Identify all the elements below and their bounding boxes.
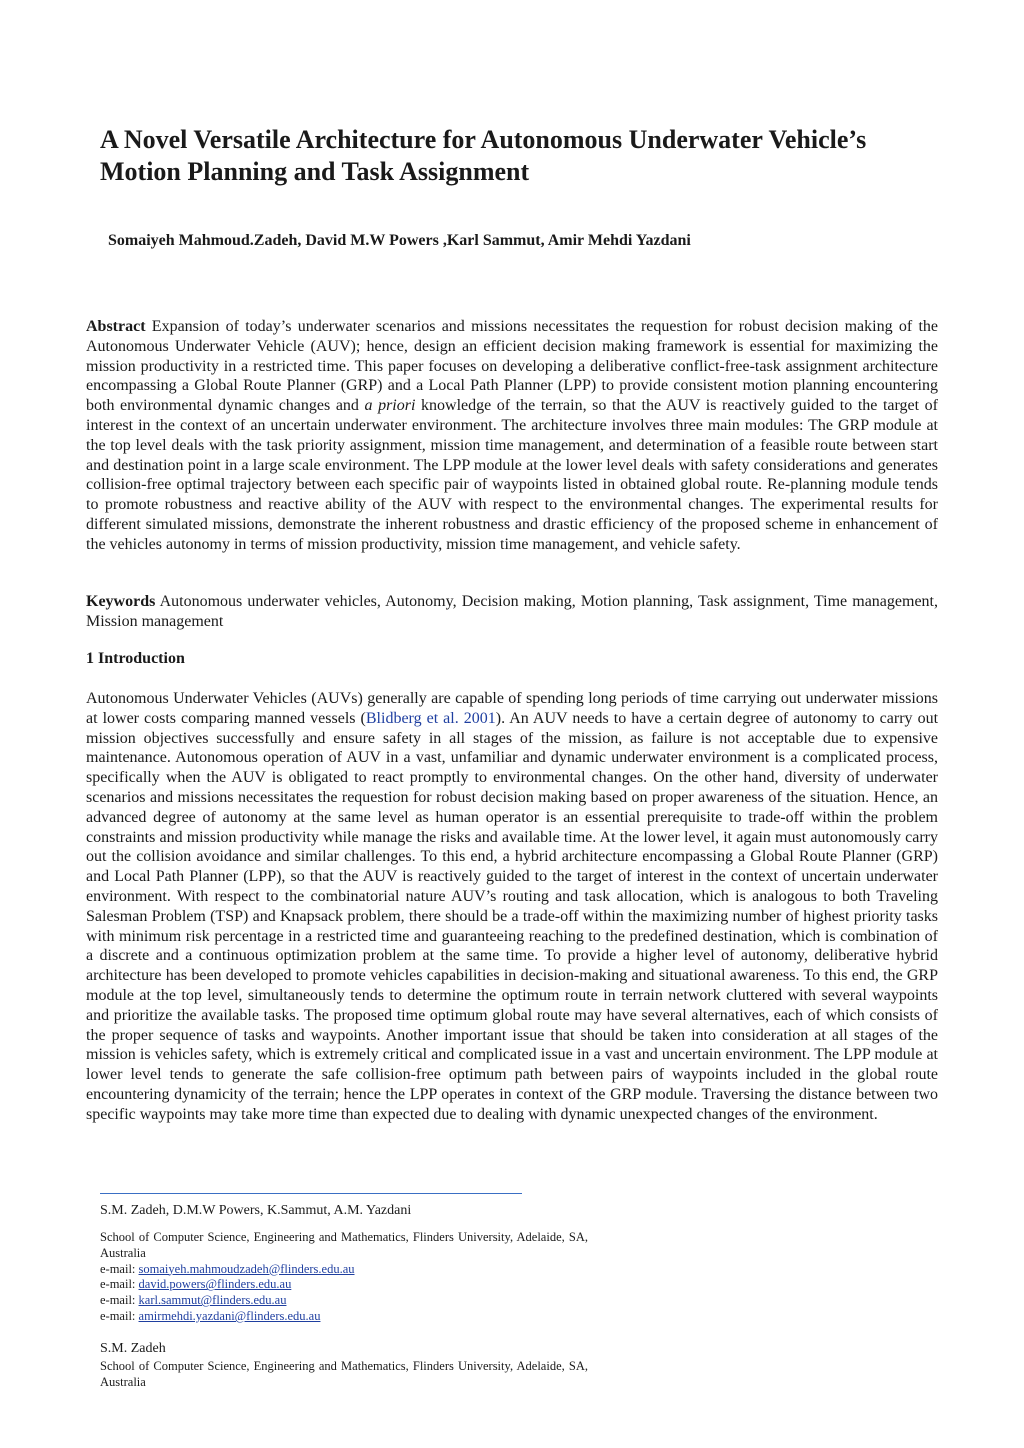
email-link[interactable]: amirmehdi.yazdani@flinders.edu.au [138,1308,321,1323]
author-list: Somaiyeh Mahmoud.Zadeh, David M.W Powers ,Karl Sammut, Amir Mehdi Yazdani [108,232,691,249]
footnote-affiliation-block [100,1230,588,1325]
abstract-label: Abstract [86,318,146,335]
footnote-second-affiliation: School of Computer Science, Engineering and Mathematics, Flinders University, Adelaide, SA, Australia [100,1359,588,1389]
email-link[interactable]: somaiyeh.mahmoudzadeh@flinders.edu.au [138,1261,355,1276]
email-line: e-mail: karl.sammut@flinders.edu.au [100,1293,287,1308]
title-line-1: A Novel Versatile Architecture for Autonomous Underwater Vehicle’s [100,125,867,154]
footnote-divider [100,1193,522,1194]
email-line: e-mail: somaiyeh.mahmoudzadeh@flinders.edu.au [100,1261,355,1276]
intro-text-2: ). An AUV needs to have a certain degree of autonomy to carry out mission objectives successfully and ensure safety in all stages of the mission, as failure is not acceptable due to expensive maintenance. Autonomous operation of AUV in a vast, unfamiliar and dynamic underwater environment is a complicated process, specifically when the AUV is obligated to react promptly to environmental changes. On the other hand, diversity of underwater scenarios and missions necessitates the requestion for robust decision making based on proper awareness of the situation. Hence, an advanced degree of autonomy at the same level as human operator is an essential prerequisite to trade-off within the problem constraints and mission productivity while manage the risks and available time. At the lower level, it again must autonomously carry out the collision avoidance and similar challenges. To this end, a hybrid architecture encompassing a Global Route Planner (GRP) and Local Path Planner (LPP), so that the AUV is reactively guided to the target of interest in the context of uncertain underwater environment. With respect to the combinatorial nature AUV’s routing and task allocation, which is analogous to both Traveling Salesman Problem (TSP) and Knapsack problem, there should be a trade-off within the maximizing number of highest priority tasks with minimum risk percentage in a restricted time and guaranteeing reaching to the predefined destination, which is combination of a discrete and a continuous optimization problem at the same time. To provide a higher level of autonomy, deliberative hybrid architecture has been developed to promote vehicles capabilities in decision-making and situational awareness. To this end, the GRP module at the top level, simultaneously tends to determine the optimum route in terrain network cluttered with several waypoints and prioritize the available tasks. The proposed time optimum global route may have several alternatives, each of which consists of the proper sequence of tasks and waypoints. Another important issue that should be taken into consideration at all stages of the mission is vehicles safety, which is extremely critical and complicated issue in a vast and uncertain environment. The LPP module at lower level tends to generate the safe collision-free optimum path between pairs of waypoints included in the global route encountering dynamicity of the terrain; hence the LPP operates in context of the GRP module. Traversing the distance between two specific waypoints may take more time than expected due to dealing with dynamic unexpected changes of the environment. [86,709,939,1123]
keywords [86,592,938,632]
keywords-label: Keywords [86,593,156,610]
introduction-paragraph [86,689,938,1125]
email-line: e-mail: david.powers@flinders.edu.au [100,1277,292,1292]
abstract [86,317,938,555]
paper-title [100,124,940,188]
footnote-author-names: S.M. Zadeh, D.M.W Powers, K.Sammut, A.M. Yazdani [100,1203,412,1218]
section-heading-introduction: 1 Introduction [86,650,185,667]
abstract-italic: a priori [364,397,416,415]
title-line-2: Motion Planning and Task Assignment [100,157,530,186]
abstract-text-2: knowledge of the terrain, so that the AUV is reactively guided to the target of interest in the context of an uncertain underwater environment. The architecture involves three main modules: The GRP module at the top level deals with the task priority assignment, mission time management, and determination of a feasible route between start and destination point in a large scale environment. The LPP module at the lower level deals with safety considerations and generates collision-free optimal trajectory between each specific pair of waypoints listed in obtained global route. Re-planning module tends to promote robustness and reactive ability of the AUV with respect to the environmental changes. The experimental results for different simulated missions, demonstrate the inherent robustness and drastic efficiency of the proposed scheme in enhancement of the vehicles autonomy in terms of mission productivity, mission time management, and vehicle safety. [86,397,939,553]
footnote-affiliation: School of Computer Science, Engineering and Mathematics, Flinders University, Adelaide, SA, Australia [100,1230,588,1260]
citation-link[interactable]: Blidberg et al. 2001 [365,709,496,727]
keywords-text: Autonomous underwater vehicles, Autonomy, Decision making, Motion planning, Task assignment, Time management, Mission management [86,593,938,630]
footnote-second-name: S.M. Zadeh [100,1341,166,1356]
intro-text-1: Autonomous Underwater Vehicles (AUVs) generally are capable of spending long periods of time carrying out underwater missions at lower costs comparing manned vessels ( [86,690,938,727]
abstract-text-1: Expansion of today’s underwater scenarios and missions necessitates the requestion for robust decision making of the Autonomous Underwater Vehicle (AUV); hence, design an efficient decision making framework is essential for maximizing the mission productivity in a restricted time. This paper focuses on developing a deliberative conflict-free-task assignment architecture encompassing a Global Route Planner (GRP) and a Local Path Planner (LPP) to provide consistent motion planning encountering both environmental dynamic changes and [86,318,938,415]
email-line: e-mail: amirmehdi.yazdani@flinders.edu.au [100,1308,321,1323]
footnote-second-affiliation-block [100,1359,588,1391]
email-link[interactable]: karl.sammut@flinders.edu.au [138,1293,287,1308]
email-link[interactable]: david.powers@flinders.edu.au [138,1277,292,1292]
